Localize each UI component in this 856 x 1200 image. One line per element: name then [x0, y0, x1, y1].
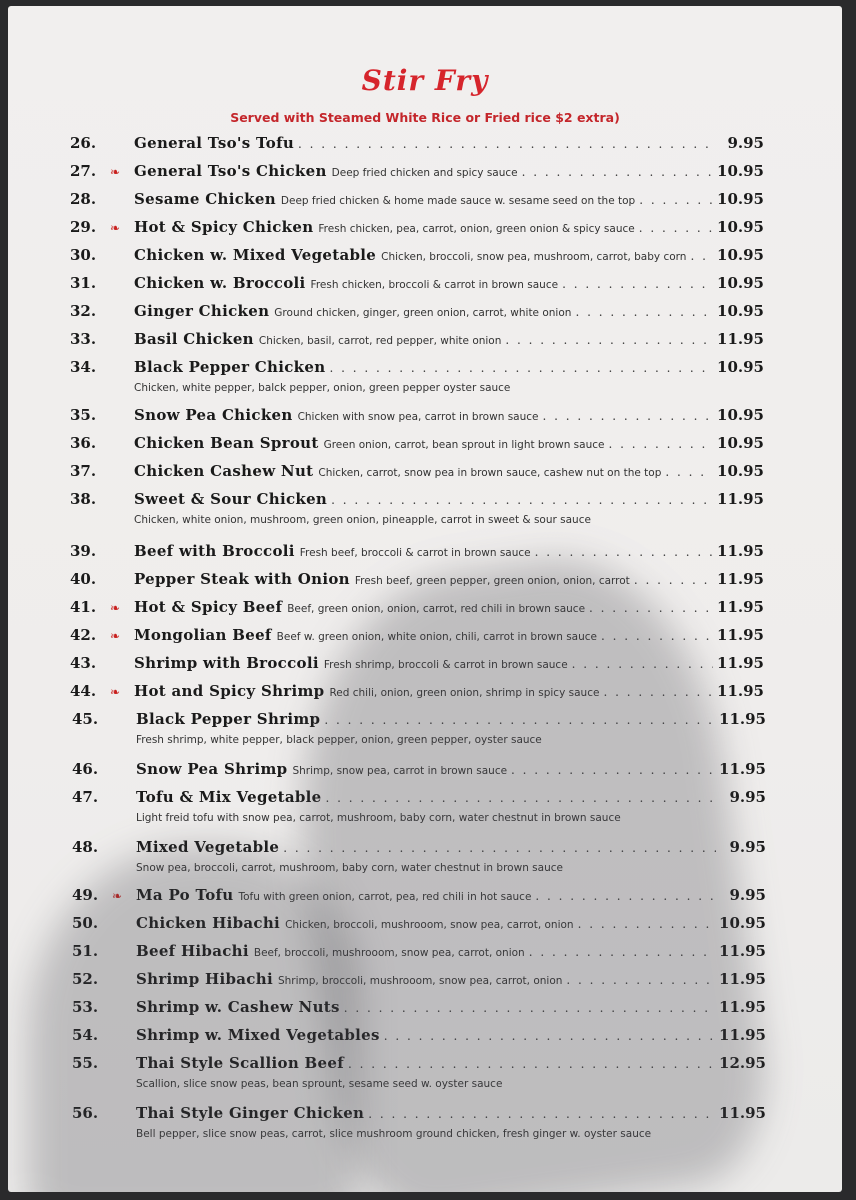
leader-dots	[348, 1057, 715, 1071]
item-price: 10.95	[717, 358, 764, 376]
item-number: 37.	[70, 462, 97, 480]
item-name: Mixed Vegetable	[136, 838, 280, 856]
item-price: 11.95	[717, 330, 764, 348]
menu-item	[72, 760, 766, 784]
item-description: Ground chicken, ginger, green onion, carrot, white onion	[274, 307, 572, 319]
item-name: Basil Chicken	[134, 330, 254, 348]
menu-subtitle: Served with Steamed White Rice or Fried rice $2 extra)	[230, 110, 620, 125]
item-number: 48.	[72, 838, 99, 856]
item-number: 35.	[70, 406, 97, 424]
menu-title: Stir Fry	[361, 64, 489, 97]
item-price: 11.95	[717, 542, 764, 560]
item-name: Sweet & Sour Chicken	[134, 490, 328, 508]
item-name: Chicken w. Broccoli	[134, 274, 306, 292]
menu-item	[72, 914, 766, 938]
item-name: Black Pepper Chicken	[134, 358, 326, 376]
item-price: 10.95	[717, 218, 764, 236]
item-description: Beef w. green onion, white onion, chili, carrot in brown sauce	[276, 631, 597, 643]
item-sub-description: Fresh shrimp, white pepper, black pepper, onion, green pepper, oyster sauce	[136, 734, 542, 746]
leader-dots	[505, 333, 713, 347]
leader-dots	[535, 889, 716, 903]
item-name: Beef with Broccoli	[134, 542, 295, 560]
menu-item	[70, 246, 764, 270]
menu-item	[70, 462, 764, 486]
menu-item	[72, 970, 766, 994]
leader-dots	[511, 763, 715, 777]
item-sub-description: Bell pepper, slice snow peas, carrot, slice mushroom ground chicken, fresh ginger w. oyster sauce	[136, 1128, 652, 1140]
item-name: Mongolian Beef	[134, 626, 272, 644]
item-sub-description: Light freid tofu with snow pea, carrot, mushroom, baby corn, water chestnut in brown sauce	[136, 812, 621, 824]
item-number: 36.	[70, 434, 97, 452]
menu-item	[72, 838, 766, 862]
item-description: Chicken, carrot, snow pea in brown sauce, cashew nut on the top	[318, 467, 662, 479]
item-number: 30.	[70, 246, 97, 264]
leader-dots	[368, 1107, 715, 1121]
item-name: Sesame Chicken	[134, 190, 276, 208]
item-name: Chicken Bean Sprout	[134, 434, 319, 452]
item-number: 55.	[72, 1054, 99, 1072]
leader-dots	[575, 305, 713, 319]
item-number: 39.	[70, 542, 97, 560]
item-number: 34.	[70, 358, 97, 376]
menu-item	[70, 190, 764, 214]
menu-item	[70, 490, 764, 514]
item-number: 52.	[72, 970, 99, 988]
leader-dots	[325, 791, 716, 805]
chili-pepper-icon: ❧	[110, 221, 121, 235]
item-price: 10.95	[717, 274, 764, 292]
menu-item	[70, 330, 764, 354]
item-description: Beef, broccoli, mushrooom, snow pea, carrot, onion	[253, 947, 525, 959]
leader-dots	[690, 249, 713, 263]
item-number: 53.	[72, 998, 99, 1016]
item-number: 33.	[70, 330, 97, 348]
item-number: 51.	[72, 942, 99, 960]
chili-pepper-icon: ❧	[112, 889, 123, 903]
leader-dots	[283, 841, 716, 855]
leader-dots	[603, 685, 713, 699]
item-description: Red chili, onion, green onion, shrimp in spicy sauce	[329, 687, 600, 699]
leader-dots	[562, 277, 713, 291]
menu-item	[72, 710, 766, 734]
item-number: 42.	[70, 626, 97, 644]
item-price: 9.95	[729, 838, 766, 856]
item-description: Fresh beef, green pepper, green onion, onion, carrot	[354, 575, 630, 587]
menu-item	[70, 654, 764, 678]
item-description: Fresh chicken, broccoli & carrot in brown sauce	[310, 279, 559, 291]
menu-item	[72, 886, 766, 910]
item-price: 11.95	[717, 598, 764, 616]
item-name: Thai Style Scallion Beef	[136, 1054, 344, 1072]
item-price: 11.95	[719, 1026, 766, 1044]
item-number: 49.	[72, 886, 99, 904]
item-price: 10.95	[717, 162, 764, 180]
item-description: Fresh shrimp, broccoli & carrot in brown sauce	[323, 659, 568, 671]
item-name: Hot & Spicy Beef	[134, 598, 283, 616]
item-sub-description: Chicken, white onion, mushroom, green onion, pineapple, carrot in sweet & sour sauce	[134, 514, 591, 526]
item-description: Chicken, broccoli, mushrooom, snow pea, carrot, onion	[285, 919, 574, 931]
item-number: 56.	[72, 1104, 99, 1122]
chili-pepper-icon: ❧	[110, 685, 121, 699]
menu-item	[70, 162, 764, 186]
item-price: 10.95	[717, 190, 764, 208]
item-number: 40.	[70, 570, 97, 588]
menu-item	[70, 274, 764, 298]
item-name: Tofu & Mix Vegetable	[136, 788, 322, 806]
item-price: 10.95	[717, 302, 764, 320]
item-description: Deep fried chicken and spicy sauce	[331, 167, 518, 179]
menu-item	[72, 788, 766, 812]
item-description: Chicken, basil, carrot, red pepper, white onion	[258, 335, 502, 347]
item-price: 10.95	[717, 246, 764, 264]
item-name: Shrimp w. Cashew Nuts	[136, 998, 340, 1016]
item-name: Chicken Cashew Nut	[134, 462, 314, 480]
item-number: 38.	[70, 490, 97, 508]
item-number: 45.	[72, 710, 99, 728]
chili-pepper-icon: ❧	[110, 601, 121, 615]
leader-dots	[578, 917, 715, 931]
item-number: 50.	[72, 914, 99, 932]
leader-dots	[298, 137, 714, 151]
item-name: Shrimp w. Mixed Vegetables	[136, 1026, 380, 1044]
menu-item	[70, 302, 764, 326]
item-name: Ma Po Tofu	[136, 886, 234, 904]
item-price: 9.95	[727, 134, 764, 152]
leader-dots	[324, 713, 715, 727]
item-description: Tofu with green onion, carrot, pea, red chili in hot sauce	[238, 891, 532, 903]
leader-dots	[384, 1029, 715, 1043]
item-price: 11.95	[719, 942, 766, 960]
item-description: Fresh beef, broccoli & carrot in brown sauce	[299, 547, 531, 559]
item-price: 11.95	[719, 710, 766, 728]
item-name: Pepper Steak with Onion	[134, 570, 350, 588]
menu-item	[70, 406, 764, 430]
item-name: Snow Pea Shrimp	[136, 760, 288, 778]
leader-dots	[601, 629, 713, 643]
item-price: 11.95	[717, 682, 764, 700]
item-number: 27.	[70, 162, 97, 180]
item-price: 9.95	[729, 886, 766, 904]
item-name: Hot and Spicy Shrimp	[134, 682, 325, 700]
item-number: 41.	[70, 598, 97, 616]
leader-dots	[608, 437, 713, 451]
item-price: 11.95	[719, 970, 766, 988]
item-name: Thai Style Ginger Chicken	[136, 1104, 365, 1122]
item-description: Chicken, broccoli, snow pea, mushroom, carrot, baby corn	[381, 251, 687, 263]
item-number: 29.	[70, 218, 97, 236]
item-number: 46.	[72, 760, 99, 778]
leader-dots	[542, 409, 713, 423]
leader-dots	[572, 657, 713, 671]
menu-item	[70, 134, 764, 158]
menu-item	[70, 682, 764, 706]
leader-dots	[566, 973, 715, 987]
leader-dots	[589, 601, 713, 615]
menu-page	[8, 6, 842, 1192]
leader-dots	[529, 945, 715, 959]
item-name: Snow Pea Chicken	[134, 406, 293, 424]
item-sub-description: Scallion, slice snow peas, bean sprount, sesame seed w. oyster sauce	[136, 1078, 503, 1090]
menu-item	[70, 434, 764, 458]
menu-item	[72, 1026, 766, 1050]
item-name: Chicken w. Mixed Vegetable	[134, 246, 377, 264]
item-number: 54.	[72, 1026, 99, 1044]
item-price: 11.95	[719, 760, 766, 778]
leader-dots	[634, 573, 713, 587]
item-description: Fresh chicken, pea, carrot, onion, green onion & spicy sauce	[318, 223, 635, 235]
item-price: 10.95	[719, 914, 766, 932]
item-number: 43.	[70, 654, 97, 672]
item-name: Shrimp Hibachi	[136, 970, 273, 988]
item-name: Black Pepper Shrimp	[136, 710, 321, 728]
item-price: 12.95	[719, 1054, 766, 1072]
leader-dots	[329, 361, 713, 375]
item-number: 47.	[72, 788, 99, 806]
item-name: Beef Hibachi	[136, 942, 249, 960]
item-price: 10.95	[717, 406, 764, 424]
item-sub-description: Chicken, white pepper, balck pepper, onion, green pepper oyster sauce	[134, 382, 511, 394]
leader-dots	[331, 493, 713, 507]
menu-item	[70, 542, 764, 566]
item-description: Chicken with snow pea, carrot in brown sauce	[297, 411, 539, 423]
item-description: Beef, green onion, onion, carrot, red chili in brown sauce	[287, 603, 586, 615]
item-name: Ginger Chicken	[134, 302, 270, 320]
item-number: 26.	[70, 134, 97, 152]
item-price: 11.95	[717, 570, 764, 588]
menu-item	[72, 942, 766, 966]
item-number: 28.	[70, 190, 97, 208]
item-sub-description: Snow pea, broccoli, carrot, mushroom, baby corn, water chestnut in brown sauce	[136, 862, 563, 874]
leader-dots	[639, 221, 713, 235]
leader-dots	[522, 165, 713, 179]
item-name: General Tso's Chicken	[134, 162, 327, 180]
menu-item	[70, 218, 764, 242]
menu-item	[70, 570, 764, 594]
item-number: 31.	[70, 274, 97, 292]
chili-pepper-icon: ❧	[110, 629, 121, 643]
leader-dots	[665, 465, 713, 479]
item-name: General Tso's Tofu	[134, 134, 295, 152]
leader-dots	[535, 545, 713, 559]
item-price: 11.95	[719, 1104, 766, 1122]
item-price: 11.95	[717, 654, 764, 672]
item-description: Green onion, carrot, bean sprout in light brown sauce	[323, 439, 605, 451]
item-description: Shrimp, broccoli, mushrooom, snow pea, carrot, onion	[277, 975, 563, 987]
item-price: 11.95	[717, 626, 764, 644]
menu-item	[72, 1054, 766, 1078]
menu-item	[70, 626, 764, 650]
menu-item	[70, 598, 764, 622]
item-price: 11.95	[719, 998, 766, 1016]
menu-item	[70, 358, 764, 382]
menu-item	[72, 998, 766, 1022]
item-price: 10.95	[717, 434, 764, 452]
item-description: Shrimp, snow pea, carrot in brown sauce	[292, 765, 508, 777]
menu-item	[72, 1104, 766, 1128]
item-price: 11.95	[717, 490, 764, 508]
item-price: 10.95	[717, 462, 764, 480]
leader-dots	[639, 193, 713, 207]
item-name: Chicken Hibachi	[136, 914, 281, 932]
chili-pepper-icon: ❧	[110, 165, 121, 179]
item-description: Deep fried chicken & home made sauce w. sesame seed on the top	[280, 195, 636, 207]
item-number: 32.	[70, 302, 97, 320]
item-name: Hot & Spicy Chicken	[134, 218, 314, 236]
item-price: 9.95	[729, 788, 766, 806]
leader-dots	[344, 1001, 715, 1015]
item-number: 44.	[70, 682, 97, 700]
item-name: Shrimp with Broccoli	[134, 654, 319, 672]
